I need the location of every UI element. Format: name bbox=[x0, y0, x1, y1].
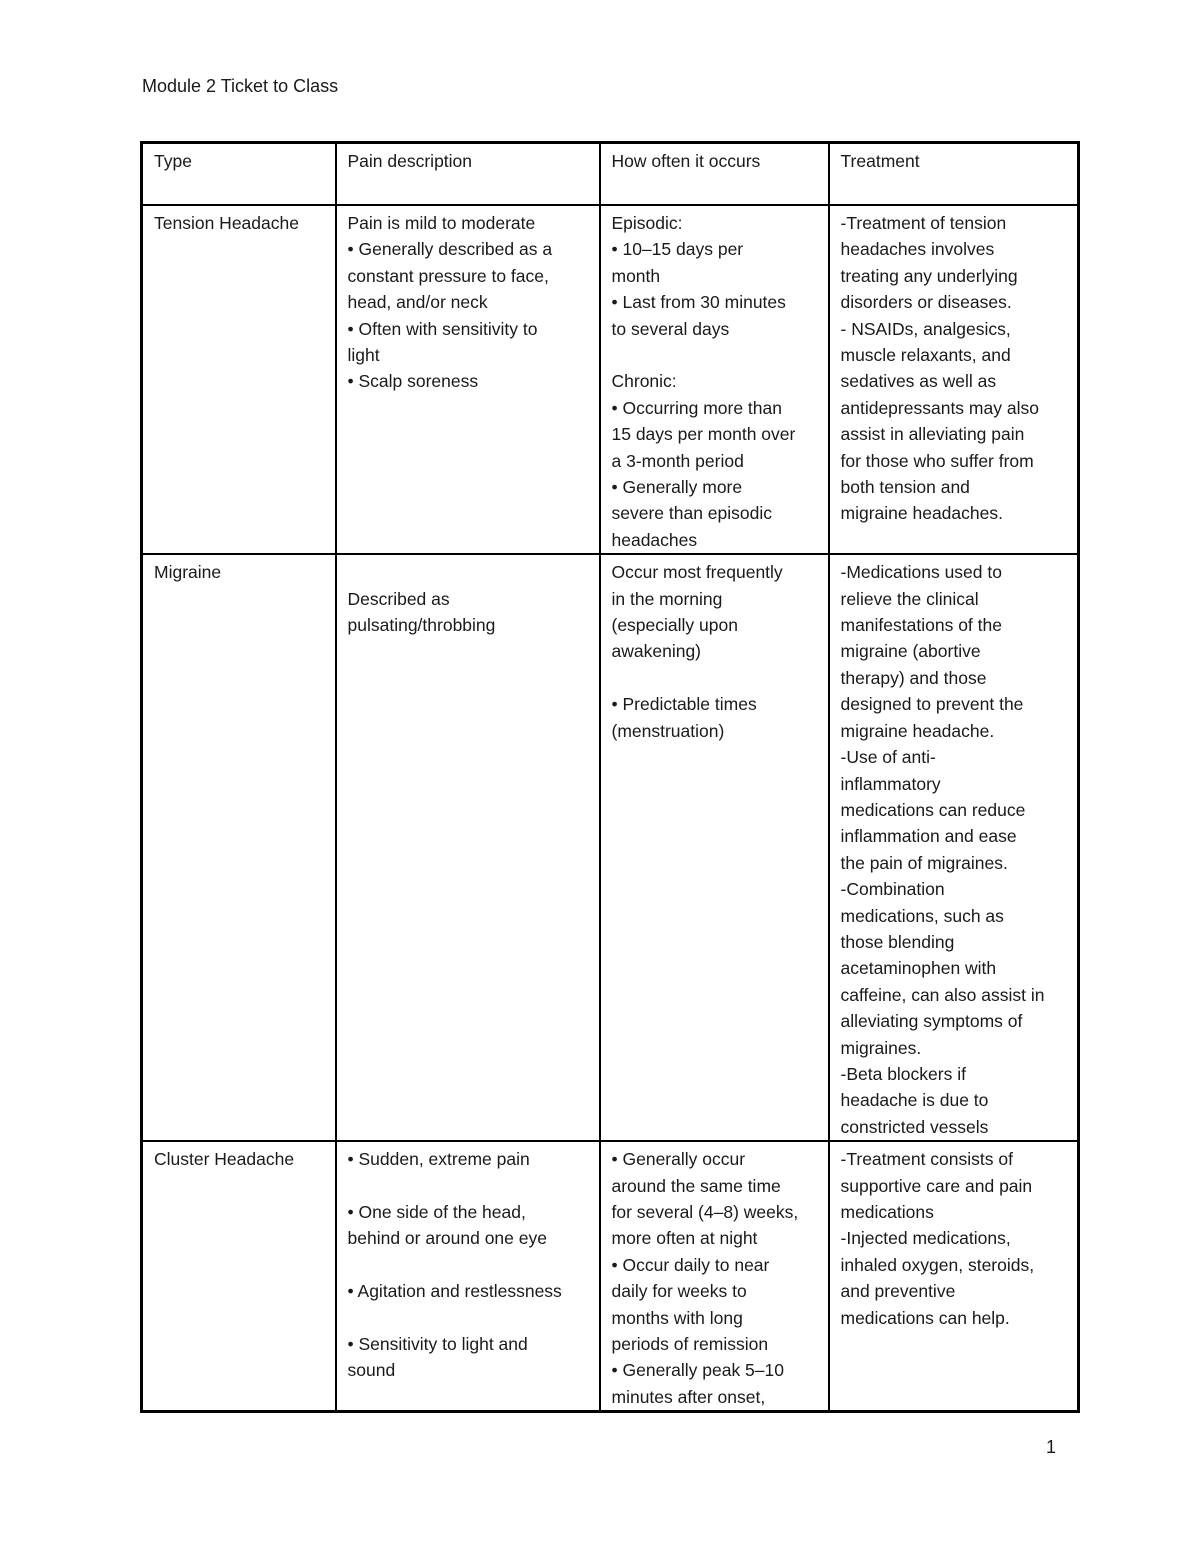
cell-line: for several (4–8) weeks, bbox=[611, 1202, 799, 1223]
cell-line: Described as bbox=[347, 588, 450, 609]
cell-line: • Agitation and restlessness bbox=[347, 1281, 562, 1302]
cell-treatment bbox=[829, 205, 1079, 554]
table-row-migraine bbox=[142, 554, 1079, 1141]
cell-line: migraine (abortive bbox=[840, 641, 981, 662]
cell-line: • One side of the head, bbox=[347, 1202, 526, 1222]
cell-line: around the same time bbox=[611, 1175, 781, 1196]
cell-line: alleviating symptoms of bbox=[840, 1011, 1023, 1032]
cell-line: both tension and bbox=[840, 477, 970, 498]
cell-line: -Beta blockers if bbox=[840, 1063, 966, 1084]
cell-line: for those who suffer from bbox=[840, 450, 1034, 471]
cell-line: headaches bbox=[611, 529, 698, 550]
cell-line: month bbox=[611, 265, 661, 286]
cell-line: Occur most frequently bbox=[611, 562, 783, 583]
cell-line: 15 days per month over bbox=[611, 424, 796, 445]
cell-line: inflammatory bbox=[840, 773, 941, 794]
cell-line: and preventive bbox=[840, 1281, 956, 1302]
cell-line: Chronic: bbox=[611, 371, 677, 392]
cell-line: pulsating/throbbing bbox=[347, 615, 496, 636]
cell-line: -Combination bbox=[840, 879, 945, 900]
cell-line: a 3-month period bbox=[611, 450, 744, 471]
cell-line: minutes after onset, bbox=[611, 1386, 766, 1407]
cell-line: light bbox=[347, 345, 380, 366]
cell-line: sound bbox=[347, 1360, 396, 1381]
headache-table bbox=[140, 141, 1080, 1413]
cell-type: Migraine bbox=[142, 554, 336, 1141]
cell-line: migraine headaches. bbox=[840, 503, 1003, 524]
cell-line: • Sudden, extreme pain bbox=[347, 1149, 530, 1170]
cell-line: acetaminophen with bbox=[840, 958, 997, 979]
cell-line: relieve the clinical bbox=[840, 588, 979, 609]
cell-line: • Generally peak 5–10 bbox=[611, 1360, 784, 1381]
cell-line: muscle relaxants, and bbox=[840, 345, 1011, 366]
cell-line: -Injected medications, bbox=[840, 1228, 1011, 1249]
cell-line: Episodic: bbox=[611, 213, 683, 233]
cell-line: • Sensitivity to light and bbox=[347, 1334, 528, 1354]
cell-frequency bbox=[600, 1141, 829, 1412]
cell-pain-description bbox=[336, 554, 600, 1141]
cell-line: those blending bbox=[840, 931, 955, 952]
cell-line: periods of remission bbox=[611, 1334, 769, 1355]
header-cell-treatment: Treatment bbox=[829, 143, 1079, 206]
cell-line: inflammation and ease bbox=[840, 826, 1017, 847]
cell-line: more often at night bbox=[611, 1228, 758, 1249]
page-number: 1 bbox=[1046, 1437, 1057, 1457]
cell-line: assist in alleviating pain bbox=[840, 424, 1025, 445]
cell-line: headache is due to bbox=[840, 1090, 989, 1111]
cell-line: therapy) and those bbox=[840, 667, 987, 688]
cell-line: medications bbox=[840, 1202, 934, 1223]
cell-line: awakening) bbox=[611, 641, 701, 662]
cell-treatment bbox=[829, 554, 1079, 1141]
cell-line: - NSAIDs, analgesics, bbox=[840, 318, 1011, 339]
cell-line: migraines. bbox=[840, 1037, 922, 1058]
cell-pain-description bbox=[336, 1141, 600, 1412]
cell-line: disorders or diseases. bbox=[840, 292, 1012, 313]
cell-type: Tension Headache bbox=[142, 205, 336, 554]
cell-frequency bbox=[600, 554, 829, 1141]
cell-line: months with long bbox=[611, 1307, 743, 1328]
cell-line: • Occur daily to near bbox=[611, 1254, 770, 1275]
cell-line: • Generally described as a bbox=[347, 239, 553, 260]
cell-line bbox=[612, 342, 820, 368]
header-cell-frequency: How often it occurs bbox=[600, 143, 829, 206]
cell-line: • Generally occur bbox=[611, 1149, 746, 1170]
cell-line: to several days bbox=[611, 318, 730, 339]
cell-frequency bbox=[600, 205, 829, 554]
header-cell-pain-description: Pain description bbox=[336, 143, 600, 206]
cell-line: • Scalp soreness bbox=[347, 371, 479, 392]
cell-line: antidepressants may also bbox=[840, 397, 1039, 418]
table-header-row bbox=[142, 143, 1079, 206]
cell-line: -Use of anti- bbox=[840, 747, 936, 768]
cell-line bbox=[348, 1305, 591, 1331]
header-cell-type: Type bbox=[142, 143, 336, 206]
cell-line: severe than episodic bbox=[611, 503, 773, 524]
cell-line: -Treatment of tension bbox=[840, 213, 1007, 233]
cell-line bbox=[348, 559, 591, 585]
cell-line: medications can help. bbox=[840, 1307, 1010, 1328]
cell-line: supportive care and pain bbox=[840, 1175, 1033, 1196]
cell-line: (especially upon bbox=[611, 615, 738, 636]
cell-line: caffeine, can also assist in bbox=[840, 984, 1045, 1005]
cell-line: • Last from 30 minutes bbox=[611, 292, 786, 313]
cell-line: inhaled oxygen, steroids, bbox=[840, 1254, 1035, 1275]
cell-line: Pain is mild to moderate bbox=[347, 213, 536, 233]
cell-line: • Predictable times bbox=[611, 694, 757, 715]
cell-line: medications can reduce bbox=[840, 799, 1026, 820]
cell-line: medications, such as bbox=[840, 905, 1004, 926]
cell-pain-description bbox=[336, 205, 600, 554]
cell-line: -Treatment consists of bbox=[840, 1149, 1013, 1170]
cell-type: Cluster Headache bbox=[142, 1141, 336, 1412]
cell-line: migraine headache. bbox=[840, 720, 995, 741]
cell-line: • Often with sensitivity to bbox=[347, 318, 538, 339]
table-row-tension-headache bbox=[142, 205, 1079, 554]
cell-line: constant pressure to face, bbox=[347, 265, 549, 286]
cell-line: treating any underlying bbox=[840, 265, 1018, 286]
cell-line bbox=[612, 665, 820, 691]
cell-line: behind or around one eye bbox=[347, 1228, 547, 1249]
cell-line: • 10–15 days per bbox=[611, 239, 744, 260]
cell-line: (menstruation) bbox=[611, 720, 725, 741]
cell-line: sedatives as well as bbox=[840, 371, 997, 392]
cell-line bbox=[348, 1252, 591, 1278]
cell-line: head, and/or neck bbox=[347, 292, 488, 313]
cell-line: • Occurring more than bbox=[611, 397, 782, 418]
cell-line: the pain of migraines. bbox=[840, 852, 1008, 873]
table-row-cluster-headache bbox=[142, 1141, 1079, 1412]
cell-line: headaches involves bbox=[840, 239, 995, 260]
cell-line: manifestations of the bbox=[840, 615, 1002, 636]
cell-line: in the morning bbox=[611, 588, 723, 609]
cell-line: designed to prevent the bbox=[840, 694, 1024, 715]
cell-treatment bbox=[829, 1141, 1079, 1412]
page-title: Module 2 Ticket to Class bbox=[142, 76, 339, 96]
cell-line: • Generally more bbox=[611, 477, 743, 498]
cell-line bbox=[348, 1173, 591, 1199]
cell-line: -Medications used to bbox=[840, 562, 1002, 583]
cell-line: constricted vessels bbox=[840, 1116, 989, 1137]
cell-line: daily for weeks to bbox=[611, 1281, 747, 1302]
